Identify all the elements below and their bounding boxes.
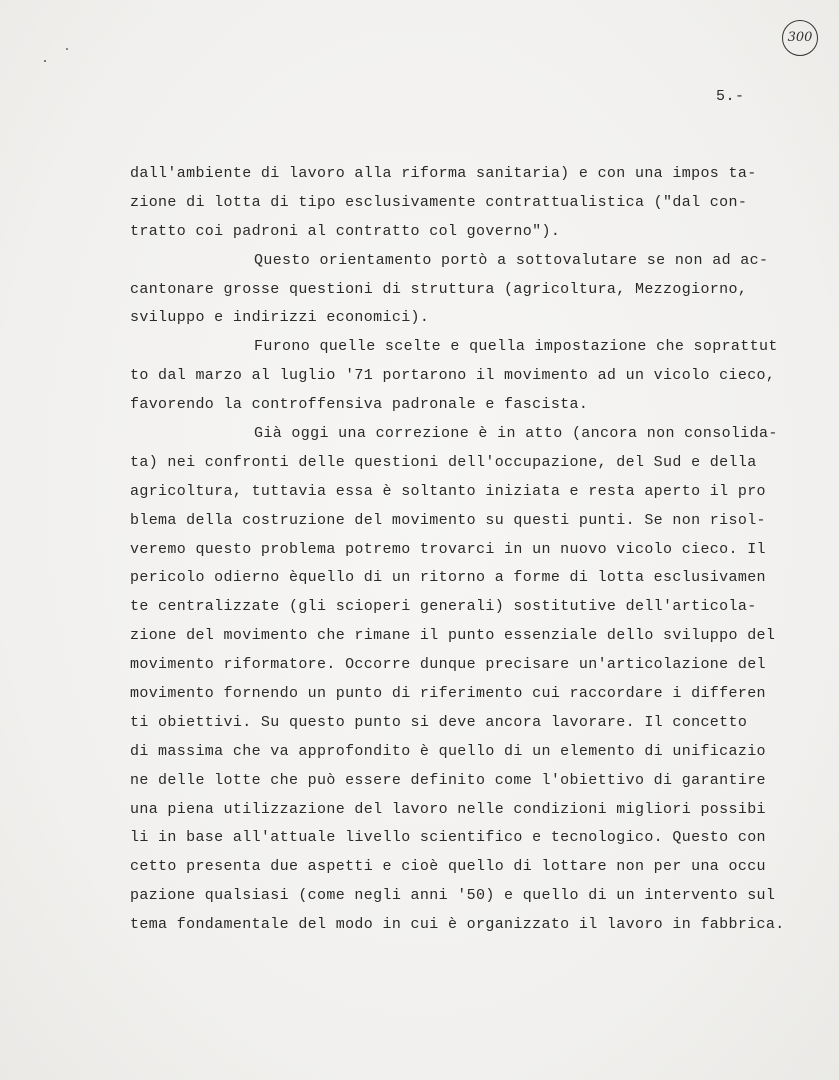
text-line: zione di lotta di tipo esclusivamente contrattualistica ("dal con- — [130, 193, 748, 211]
body-text — [130, 160, 830, 940]
text-line: ne delle lotte che può essere definito come l'obiettivo di garantire — [130, 771, 766, 789]
text-line: pericolo odierno èquello di un ritorno a forme di lotta esclusivamen — [130, 569, 766, 587]
text-line: te centralizzate (gli scioperi generali) sostitutive dell'articola- — [130, 598, 757, 616]
text-line: tratto coi padroni al contratto col governo"). — [130, 222, 561, 240]
text-line: cantonare grosse questioni di struttura (agricoltura, Mezzogiorno, — [130, 280, 748, 298]
page-number: 5.- — [716, 88, 745, 105]
text-line: movimento fornendo un punto di riferimento cui raccordare i differen — [130, 685, 766, 703]
text-line: di massima che va approfondito è quello di un elemento di unificazio — [130, 742, 766, 760]
text-line: cetto presenta due aspetti e cioè quello di lottare non per una occu — [130, 858, 766, 876]
paper-speck — [44, 60, 46, 62]
text-line: zione del movimento che rimane il punto essenziale dello sviluppo del — [130, 627, 776, 645]
text-line: tema fondamentale del modo in cui è organizzato il lavoro in fabbrica. — [130, 916, 785, 934]
text-line: li in base all'attuale livello scientifico e tecnologico. Questo con — [130, 829, 766, 847]
text-line: movimento riformatore. Occorre dunque precisare un'articolazione del — [130, 656, 766, 674]
text-line: pazione qualsiasi (come negli anni '50) e quello di un intervento sul — [130, 887, 776, 905]
text-line: ti obiettivi. Su questo punto si deve ancora lavorare. Il concetto — [130, 713, 748, 731]
text-line: favorendo la controffensiva padronale e fascista. — [130, 396, 589, 414]
text-line: Questo orientamento portò a sottovalutare se non ad ac- — [254, 251, 769, 269]
text-line: dall'ambiente di lavoro alla riforma sanitaria) e con una impos ta- — [130, 165, 757, 182]
text-line: Furono quelle scelte e quella impostazione che soprattut — [254, 338, 778, 356]
text-line: sviluppo e indirizzi economici). — [130, 309, 430, 327]
folio-stamp: 300 — [782, 20, 818, 56]
text-line: veremo questo problema potremo trovarci in un nuovo vicolo cieco. Il — [130, 540, 766, 558]
text-line: blema della costruzione del movimento su questi punti. Se non risol- — [130, 511, 766, 529]
text-line: Già oggi una correzione è in atto (ancora non consolida- — [254, 425, 778, 443]
text-line: ta) nei confronti delle questioni dell'occupazione, del Sud e della — [130, 453, 757, 471]
paper-speck — [66, 48, 68, 50]
text-line: to dal marzo al luglio '71 portarono il movimento ad un vicolo cieco, — [130, 367, 776, 385]
text-line: agricoltura, tuttavia essa è soltanto iniziata e resta aperto il pro — [130, 482, 766, 500]
text-line: una piena utilizzazione del lavoro nelle condizioni migliori possibi — [130, 800, 766, 818]
